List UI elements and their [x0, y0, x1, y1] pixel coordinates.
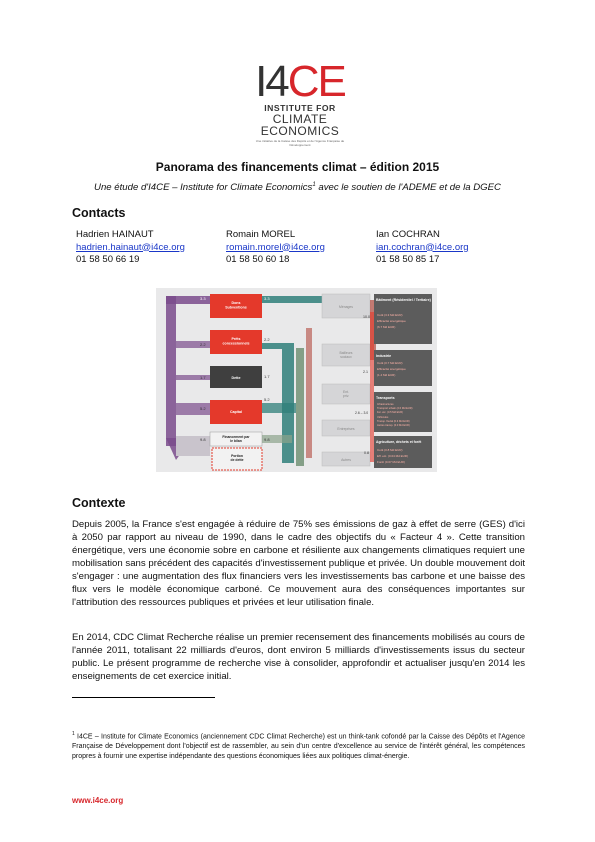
sector-line: Transp. fluvial (0.3 Md EUR) — [377, 420, 410, 423]
flow-value: 10.0 — [363, 315, 370, 319]
footnote-separator — [72, 697, 215, 698]
flow-value: 5.2 — [264, 397, 270, 402]
sector-line: Infrastructures — [377, 403, 394, 406]
flow-value: 2.2 — [264, 337, 270, 342]
flow-value: 3.3 — [264, 296, 270, 301]
sector-line: Fer. etc. (0.5 Md EUR) — [377, 411, 403, 414]
contact-name: Ian COCHRAN — [376, 229, 440, 240]
contexte-heading: Contexte — [72, 496, 126, 510]
actor-label: Autres — [341, 458, 351, 462]
sector-line: Eff. etc. (0.04 Md EUR) — [377, 454, 408, 458]
flow-value: 9.8 — [264, 437, 270, 442]
sector-title: Agriculture, déchets et forêt — [376, 440, 422, 444]
document-title: Panorama des financements climat – édition 2015 — [155, 160, 440, 174]
sector-line: (1.4 Md EUR) — [377, 373, 396, 377]
flow-value: 9.8 — [200, 437, 206, 442]
instrument-label: Capital — [230, 410, 242, 414]
i4ce-logo — [250, 57, 350, 147]
sector-line: Coût (0.7 Md EUR) — [377, 361, 403, 365]
instrument-label: Dette — [231, 376, 241, 380]
flow-value: 0.8 — [364, 451, 369, 455]
sector-line: Autres transp. (0.3 Md EUR) — [377, 424, 410, 427]
contact-email-link[interactable]: hadrien.hainaut@i4ce.org — [76, 241, 185, 253]
logo-wordmark: INSTITUTE FOR CLIMATE ECONOMICS — [260, 103, 340, 138]
instrument-label: Dons Subventions — [225, 301, 247, 310]
sector-line: Efficacité énergétique — [377, 367, 406, 371]
sector-title: Bâtiment (Résidentiel / Tertiaire) — [376, 298, 431, 302]
flow-value: 2.6 – 3.0 — [355, 411, 369, 415]
contexte-paragraph: Depuis 2005, la France s'est engagée à réduire de 75% ses émissions de gaz à effet de serre (GES) d'ici à 2050 par rapport au niveau de 1990, dans le cadre des objectifs du « Facteur 4 ». Cette transition énergétique, vers une économie sobre en carbone et résiliente aux changements climatiques requiert une mobilisation sans précédent des capacités d'investissement publique et privée. Un double mouvement doit s'engager : une augmentation des flux financiers vers les investissements bas carbone et une baisse des flux vers le modèle économique carboné. Ce mouvement aura des conséquences importantes sur l'attribution des ressources publiques et privées et leur utilisation finale. — [72, 519, 525, 608]
flow-value: 1.7 — [264, 374, 270, 379]
sector-line: (6.7 Md EUR) — [377, 325, 396, 329]
instrument-label: Financement par le bilan — [222, 435, 250, 444]
actor-label: Bailleurs sociaux — [339, 351, 353, 360]
actor-label: Entreprises — [337, 427, 355, 431]
sector-line: Coût (3.3 Md EUR) — [377, 313, 403, 317]
contact-name: Romain MOREL — [226, 229, 296, 240]
document-subtitle: Une étude d'I4CE – Institute for Climate Economics$^1$ avec le soutien de l'ADEME et de la DGEC — [94, 182, 501, 194]
sector-line: Véhicules — [377, 416, 389, 419]
footnote-number: 1 — [72, 731, 75, 737]
footnote: $^1$ I4CE – Institute for Climate Economics (anciennement CDC Climat Recherche) est un think-tank cofondé par la Caisse des Dépôts et l'Agence Française de Développement dont l'objectif est de rassembler, au sein d'un centre d'excellence au service de l'intérêt général, les compétences propres à fournir une expertise indépendante des questions économiques liées aux politiques climat-énergie. — [72, 731, 525, 761]
flow-value: 2.2 — [200, 342, 206, 347]
sector-title: Transports — [376, 396, 395, 400]
sector-line: Efficacité énergétique — [377, 319, 406, 323]
actor-label: Ent. priv. — [342, 390, 350, 399]
contact-name: Hadrien HAINAUT — [76, 229, 154, 240]
logo-tagline: Une initiative de la Caisse des Dépôts et de l'Agence Française de Développement — [255, 139, 345, 147]
flow-value: 3.3 — [200, 296, 206, 301]
instrument-label: Prêts concessionnels — [222, 337, 250, 346]
footnote-ref[interactable]: 1 — [312, 182, 316, 188]
sector-title: Industrie — [376, 354, 392, 358]
climate-finance-flow-diagram — [156, 288, 437, 472]
contact-phone: 01 58 50 60 18 — [226, 254, 290, 265]
flow-value: 1.7 — [200, 375, 206, 380]
actor-label: Ménages — [339, 305, 353, 309]
sector-line: Coût (0.8 Md EUR) — [377, 448, 403, 452]
contact-email-link[interactable]: romain.morel@i4ce.org — [226, 241, 325, 253]
logo-mark: I4CE — [255, 57, 345, 106]
contact-card — [376, 229, 469, 267]
sector-line: Transport urbain (2.6 Md EUR) — [377, 407, 413, 410]
contacts-heading: Contacts — [72, 206, 126, 220]
sector-line: Forêt (0.07 Md EUR) — [377, 460, 405, 464]
contact-email-link[interactable]: ian.cochran@i4ce.org — [376, 241, 469, 253]
contact-card — [76, 229, 185, 267]
contact-phone: 01 58 50 85 17 — [376, 254, 440, 265]
flow-value: 2.1 — [363, 370, 368, 374]
contexte-paragraph: En 2014, CDC Climat Recherche réalise un premier recensement des financements mobilisés au cours de l'année 2011, totalisant 22 milliards d'euros, dont environ 5 milliards d'investissements issus du secteur public. Le présent programme de recherche vise à consolider, approfondir et actualiser jusqu'en 2014 les enseignements de cet exercice initial. — [72, 632, 525, 682]
instrument-label: Portion de dette — [230, 454, 244, 463]
footer-url-link[interactable]: www.i4ce.org — [72, 796, 124, 805]
contact-phone: 01 58 50 66 19 — [76, 254, 140, 265]
flow-value: 5.2 — [200, 406, 206, 411]
contact-card — [226, 229, 325, 267]
